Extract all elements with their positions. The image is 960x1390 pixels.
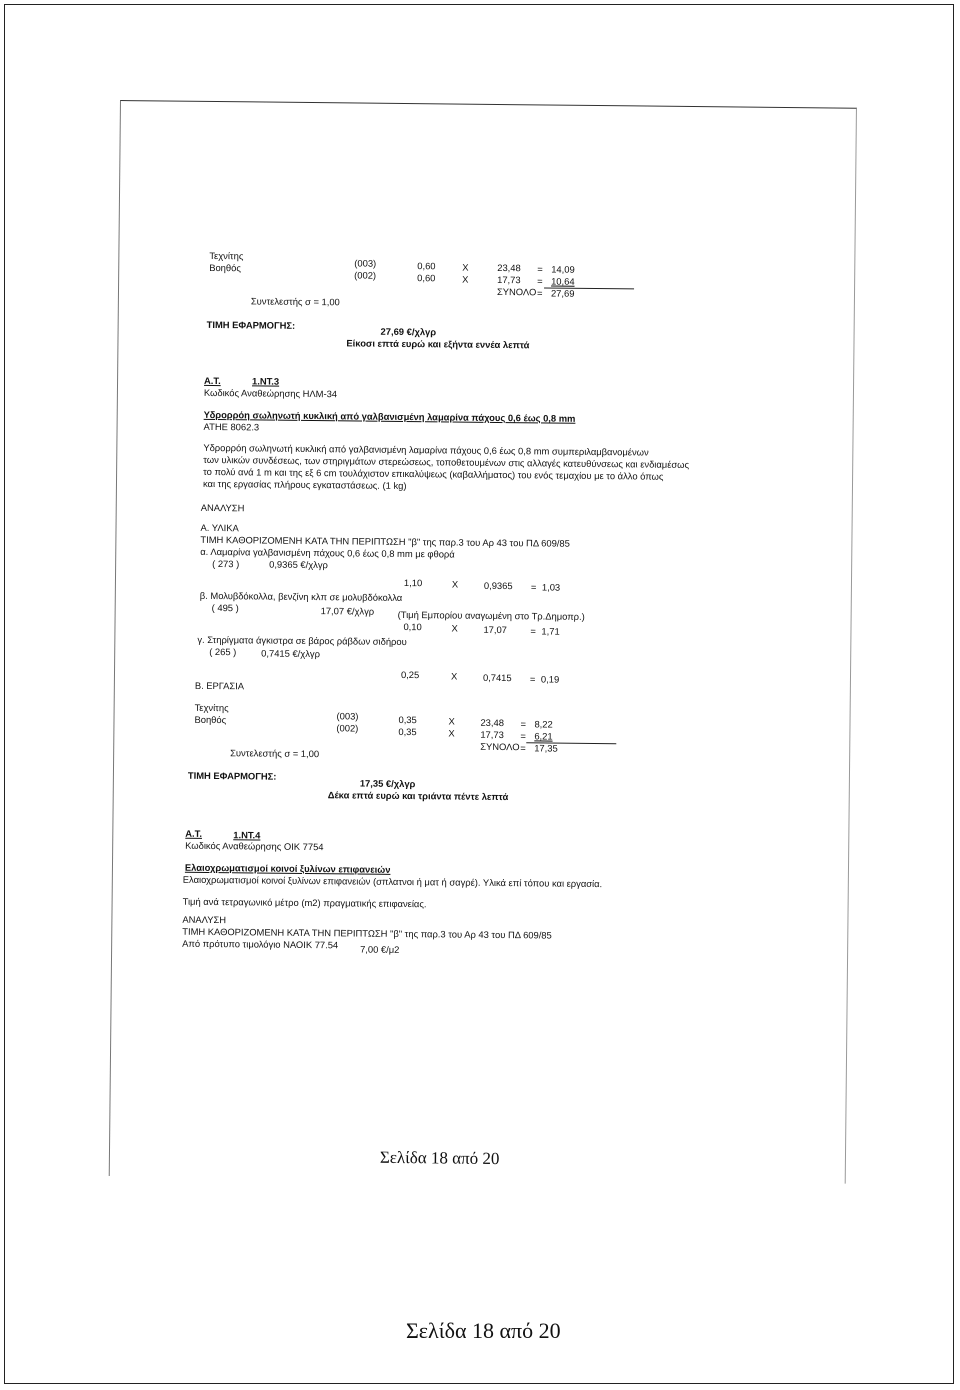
material-rate: 0,7415	[482, 671, 512, 684]
helper-label: Βοηθός	[194, 713, 227, 726]
description-line: των υλικών συνδέσεως, των στηριγμάτων στερεώσεως, τοποθετουμένων στις αλλαγές κατευθύνσεως και ενδιαμέσως	[203, 453, 690, 470]
price-value: 17,35 €/χλγρ	[359, 777, 416, 790]
rate-technician: 23,48	[480, 716, 505, 729]
athe-code: ΑΤΗΕ 8062.3	[203, 420, 260, 433]
material-result: 1,71	[541, 625, 560, 637]
revision-code: Κωδικός Αναθεώρησης ΟΙΚ 7754	[185, 839, 324, 853]
material-name: α. Λαμαρίνα γαλβανισμένη πάχους 0,6 έως 0,8 mm με φθορά	[200, 545, 455, 560]
material-rate: 0,9365	[483, 579, 513, 592]
equals-sign: =	[529, 673, 536, 685]
equals-sign: =	[520, 718, 527, 730]
total-value: 27,69	[550, 287, 575, 299]
technician-label: Τεχνίτης	[194, 701, 229, 714]
equals-sign: =	[536, 287, 543, 299]
rate-technician: 23,48	[497, 261, 521, 274]
material-code: ( 273 )	[212, 557, 240, 570]
code-helper: (002)	[354, 269, 377, 281]
material-price: 17,07 €/χλγρ	[320, 605, 375, 617]
materials-heading: Α. ΥΛΙΚΑ	[200, 521, 239, 534]
material-name: γ. Στηρίγματα άγκιστρα σε βάρος ράβδων σιδήρου	[197, 633, 407, 648]
mult-sign: Χ	[448, 715, 455, 727]
description-line: Υδρορρόη σωληνωτή κυκλική από γαλβανισμένη λαμαρίνα πάχους 0,6 έως 0,8 mm συμπεριλαμβανομένων	[203, 441, 649, 458]
mult-sign: Χ	[448, 727, 455, 739]
mult-sign: Χ	[451, 578, 459, 590]
at-value: 1.ΝΤ.3	[252, 375, 280, 387]
coefficient: Συντελεστής σ = 1,00	[250, 295, 340, 308]
equals-sign: =	[537, 275, 543, 287]
result-technician: 14,09	[551, 263, 575, 275]
material-qty: 0,10	[403, 620, 422, 633]
material-rate: 17,07	[483, 623, 508, 636]
revision-code: Κωδικός Αναθεώρησης ΗΛΜ-34	[203, 386, 338, 400]
price-words: Είκοσι επτά ευρώ και εξήντα εννέα λεπτά	[346, 337, 530, 351]
at-label: Α.Τ.	[204, 374, 221, 387]
total-label: ΣΥΝΟΛΟ	[480, 740, 520, 753]
equals-sign: =	[530, 581, 537, 593]
code-technician: (003)	[336, 710, 359, 722]
price-label: ΤΙΜΗ ΕΦΑΡΜΟΓΗΣ:	[206, 318, 296, 331]
price-label: ΤΙΜΗ ΕΦΑΡΜΟΓΗΣ:	[187, 769, 277, 782]
material-result: 1,03	[541, 581, 561, 593]
material-price: 0,7415 €/χλγρ	[261, 647, 321, 660]
total-label: ΣΥΝΟΛΟ	[496, 285, 537, 298]
item-title: Ελαιοχρωματισμοί κοινοί ξυλίνων επιφανειών	[184, 861, 391, 875]
page-number: Σελίδα 18 από 20	[406, 1318, 561, 1343]
code-technician: (003)	[354, 257, 377, 269]
result-helper: 10,64	[551, 275, 575, 287]
material-note: (Τιμή Εμπορίου αναγωμένη στο Τρ.Δημοπρ.)	[397, 608, 585, 622]
total-value: 17,35	[534, 742, 558, 754]
equals-sign: =	[537, 263, 543, 275]
pricing-basis: ΤΙΜΗ ΚΑΘΟΡΙΖΟΜΕΝΗ ΚΑΤΑ ΤΗΝ ΠΕΡΙΠΤΩΣΗ "β" της παρ.3 του Αρ 43 του ΠΔ 609/85	[182, 925, 552, 941]
description-line: Ελαιοχρωματισμοί κοινοί ξυλίνων επιφανειών (σπλατνοι ή ματ ή σαγρέ). Υλικά επί τόπου και εργασία.	[182, 873, 603, 890]
equals-sign: =	[520, 730, 526, 742]
pricing-basis: ΤΙΜΗ ΚΑΘΟΡΙΖΟΜΕΝΗ ΚΑΤΑ ΤΗΝ ΠΕΡΙΠΤΩΣΗ "β" της παρ.3 του Αρ 43 του ΠΔ 609/85	[200, 533, 570, 549]
material-code: ( 265 )	[209, 645, 237, 658]
result-helper: 6,21	[534, 730, 553, 742]
description-line: και της εργασίας πλήρους εγκαταστάσεως. (1 kg)	[202, 477, 407, 492]
technician-label: Τεχνίτης	[209, 249, 244, 262]
at-label: Α.Τ.	[185, 827, 203, 839]
description-line: το πολύ ανά 1 m και της εξ 6 cm τουλάχιστον επικαλύψεως (καβαλλήματος) του ενός τεμαχίου με το άλλο όπως	[203, 465, 664, 482]
equals-sign: =	[530, 625, 537, 637]
scan-page-number: Σελίδα 18 από 20	[379, 1147, 500, 1169]
helper-label: Βοηθός	[209, 261, 241, 274]
material-code: ( 495 )	[211, 601, 239, 614]
labor-heading: Β. ΕΡΓΑΣΙΑ	[194, 679, 245, 692]
source-price: 7,00 €/μ2	[360, 943, 400, 955]
analysis-heading: ΑΝΑΛΥΣΗ	[182, 913, 227, 926]
analysis-heading: ΑΝΑΛΥΣΗ	[200, 501, 245, 514]
equals-sign: =	[520, 742, 526, 754]
mult-sign: Χ	[450, 670, 458, 682]
material-qty: 1,10	[403, 577, 423, 589]
qty-technician: 0,60	[417, 260, 436, 272]
rate-helper: 17,73	[480, 728, 504, 741]
price-value: 27,69 €/χλγρ	[380, 325, 437, 338]
qty-helper: 0,60	[417, 272, 436, 284]
mult-sign: Χ	[451, 622, 458, 634]
qty-helper: 0,35	[398, 725, 417, 738]
item-title: Υδρορρόη σωληνωτή κυκλική από γαλβανισμένη λαμαρίνα πάχους 0,6 έως 0,8 mm	[203, 408, 576, 424]
material-result: 0,19	[540, 673, 560, 685]
material-name: β. Μολυβδόκολλα, βενζίνη κλπ σε μολυβδόκολλα	[199, 589, 403, 603]
qty-technician: 0,35	[398, 713, 417, 726]
at-value: 1.ΝΤ.4	[233, 829, 261, 841]
material-qty: 0,25	[400, 668, 420, 681]
mult-sign: Χ	[462, 261, 469, 273]
material-price: 0,9365 €/χλγρ	[269, 558, 328, 571]
source-reference: Από πρότυπο τιμολόγιο ΝΑΟΙΚ 77.54	[182, 937, 339, 951]
description-line: Τιμή ανά τετραγωνικό μέτρο (m2) πραγματικής επιφανείας.	[182, 895, 427, 910]
rate-helper: 17,73	[497, 273, 521, 286]
scanned-document	[109, 100, 857, 1184]
mult-sign: Χ	[462, 273, 469, 285]
price-words: Δέκα επτά ευρώ και τριάντα πέντε λεπτά	[327, 789, 509, 803]
coefficient: Συντελεστής σ = 1,00	[230, 747, 320, 760]
result-technician: 8,22	[534, 718, 553, 730]
code-helper: (002)	[336, 722, 359, 734]
